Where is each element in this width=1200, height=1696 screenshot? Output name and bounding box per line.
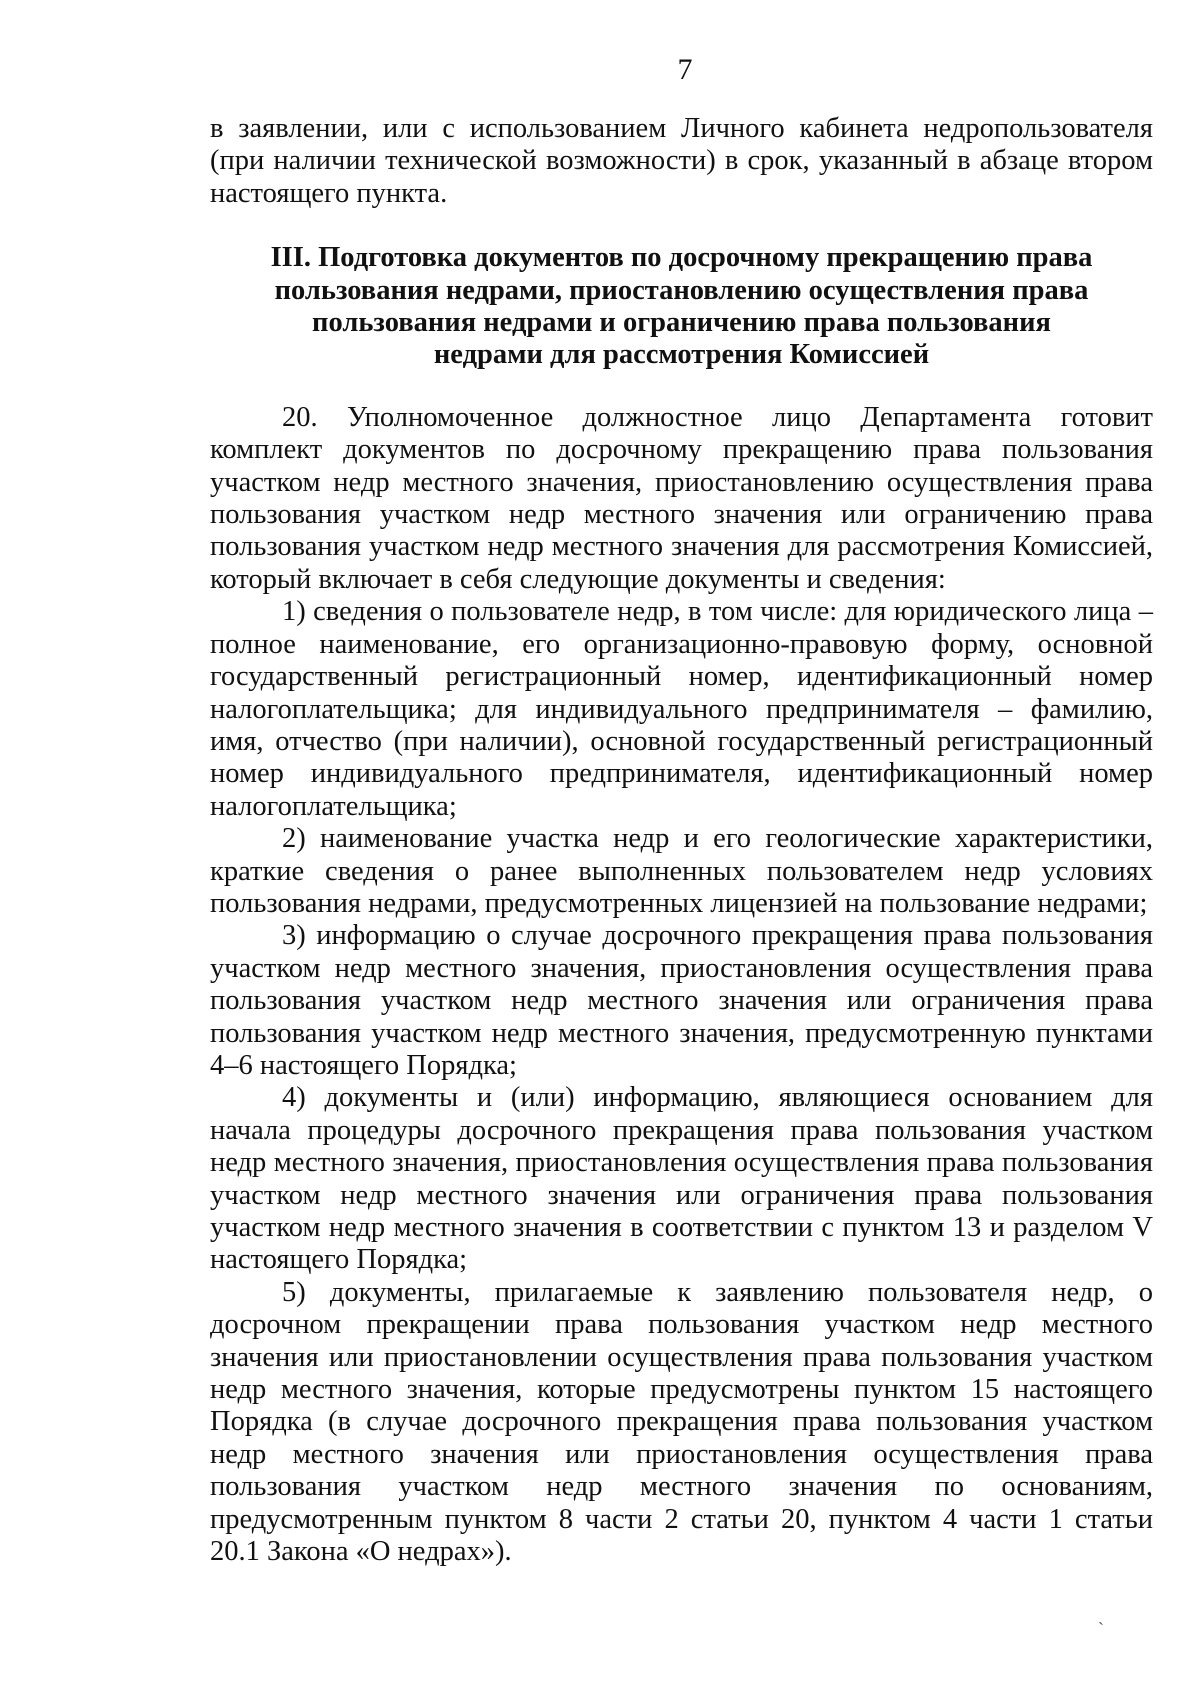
section-heading-line: III. Подготовка документов по досрочному прекращению права bbox=[270, 242, 1093, 274]
page-number: 7 bbox=[677, 53, 693, 86]
section-heading-line: недрами для рассмотрения Комиссией bbox=[433, 339, 930, 371]
document-body bbox=[210, 113, 1153, 1568]
section-heading-line: пользования недрами, приостановлению осуществления права bbox=[274, 274, 1089, 306]
section-heading bbox=[210, 242, 1153, 372]
list-item-5: 5) документы, прилагаемые к заявлению пользователя недр, о досрочном прекращении права пользования участком недр местного значения или приостановлении осуществления права пользования участком недр местного значения, которые предусмотрены пунктом 15 настоящего Порядка (в случае досрочного прекращения права пользования участком недр местного значения или приостановления осуществления права пользования участком недр местного значения по основаниям, предусмотренным пунктом 8 части 2 статьи 20, пунктом 4 части 1 статьи 20.1 Закона «О недрах»). bbox=[210, 1276, 1153, 1568]
list-item-3: 3) информацию о случае досрочного прекращения права пользования участком недр местного значения, приостановления осуществления права пользования участком недр местного значения или ограничения права пользования участком недр местного значения, предусмотренную пунктами 4–6 настоящего Порядка; bbox=[210, 920, 1153, 1081]
list-item-4: 4) документы и (или) информацию, являющиеся основанием для начала процедуры досрочного прекращения права пользования участком недр местного значения, приостановления осуществления права пользования участком недр местного значения или ограничения права пользования участком недр местного значения в соответствии с пунктом 13 и разделом V настоящего Порядка; bbox=[210, 1082, 1153, 1276]
paragraph-20: 20. Уполномоченное должностное лицо Департамента готовит комплект документов по досрочному прекращению права пользования участком недр местного значения, приостановлению осуществления права пользования участком недр местного значения или ограничению права пользования участком недр местного значения для рассмотрения Комиссией, который включает в себя следующие документы и сведения: bbox=[210, 401, 1153, 595]
list-item-1: 1) сведения о пользователе недр, в том числе: для юридического лица – полное наименование, его организационно-правовую форму, основной государственный регистрационный номер, идентификационный номер налогоплательщика; для индивидуального предпринимателя – фамилию, имя, отчество (при наличии), основной государственный регистрационный номер индивидуального предпринимателя, идентификационный номер налогоплательщика; bbox=[210, 596, 1153, 822]
list-item-2: 2) наименование участка недр и его геологические характеристики, краткие сведения о ранее выполненных пользователем недр условиях пользования недрами, предусмотренных лицензией на пользование недрами; bbox=[210, 823, 1153, 919]
section-heading-line: пользования недрами и ограничению права пользования bbox=[312, 307, 1051, 339]
intro-paragraph: в заявлении, или с использованием Личного кабинета недропользователя (при наличии технической возможности) в срок, указанный в абзаце втором настоящего пункта. bbox=[210, 113, 1153, 209]
scan-speck: ˏ bbox=[1098, 1605, 1104, 1625]
